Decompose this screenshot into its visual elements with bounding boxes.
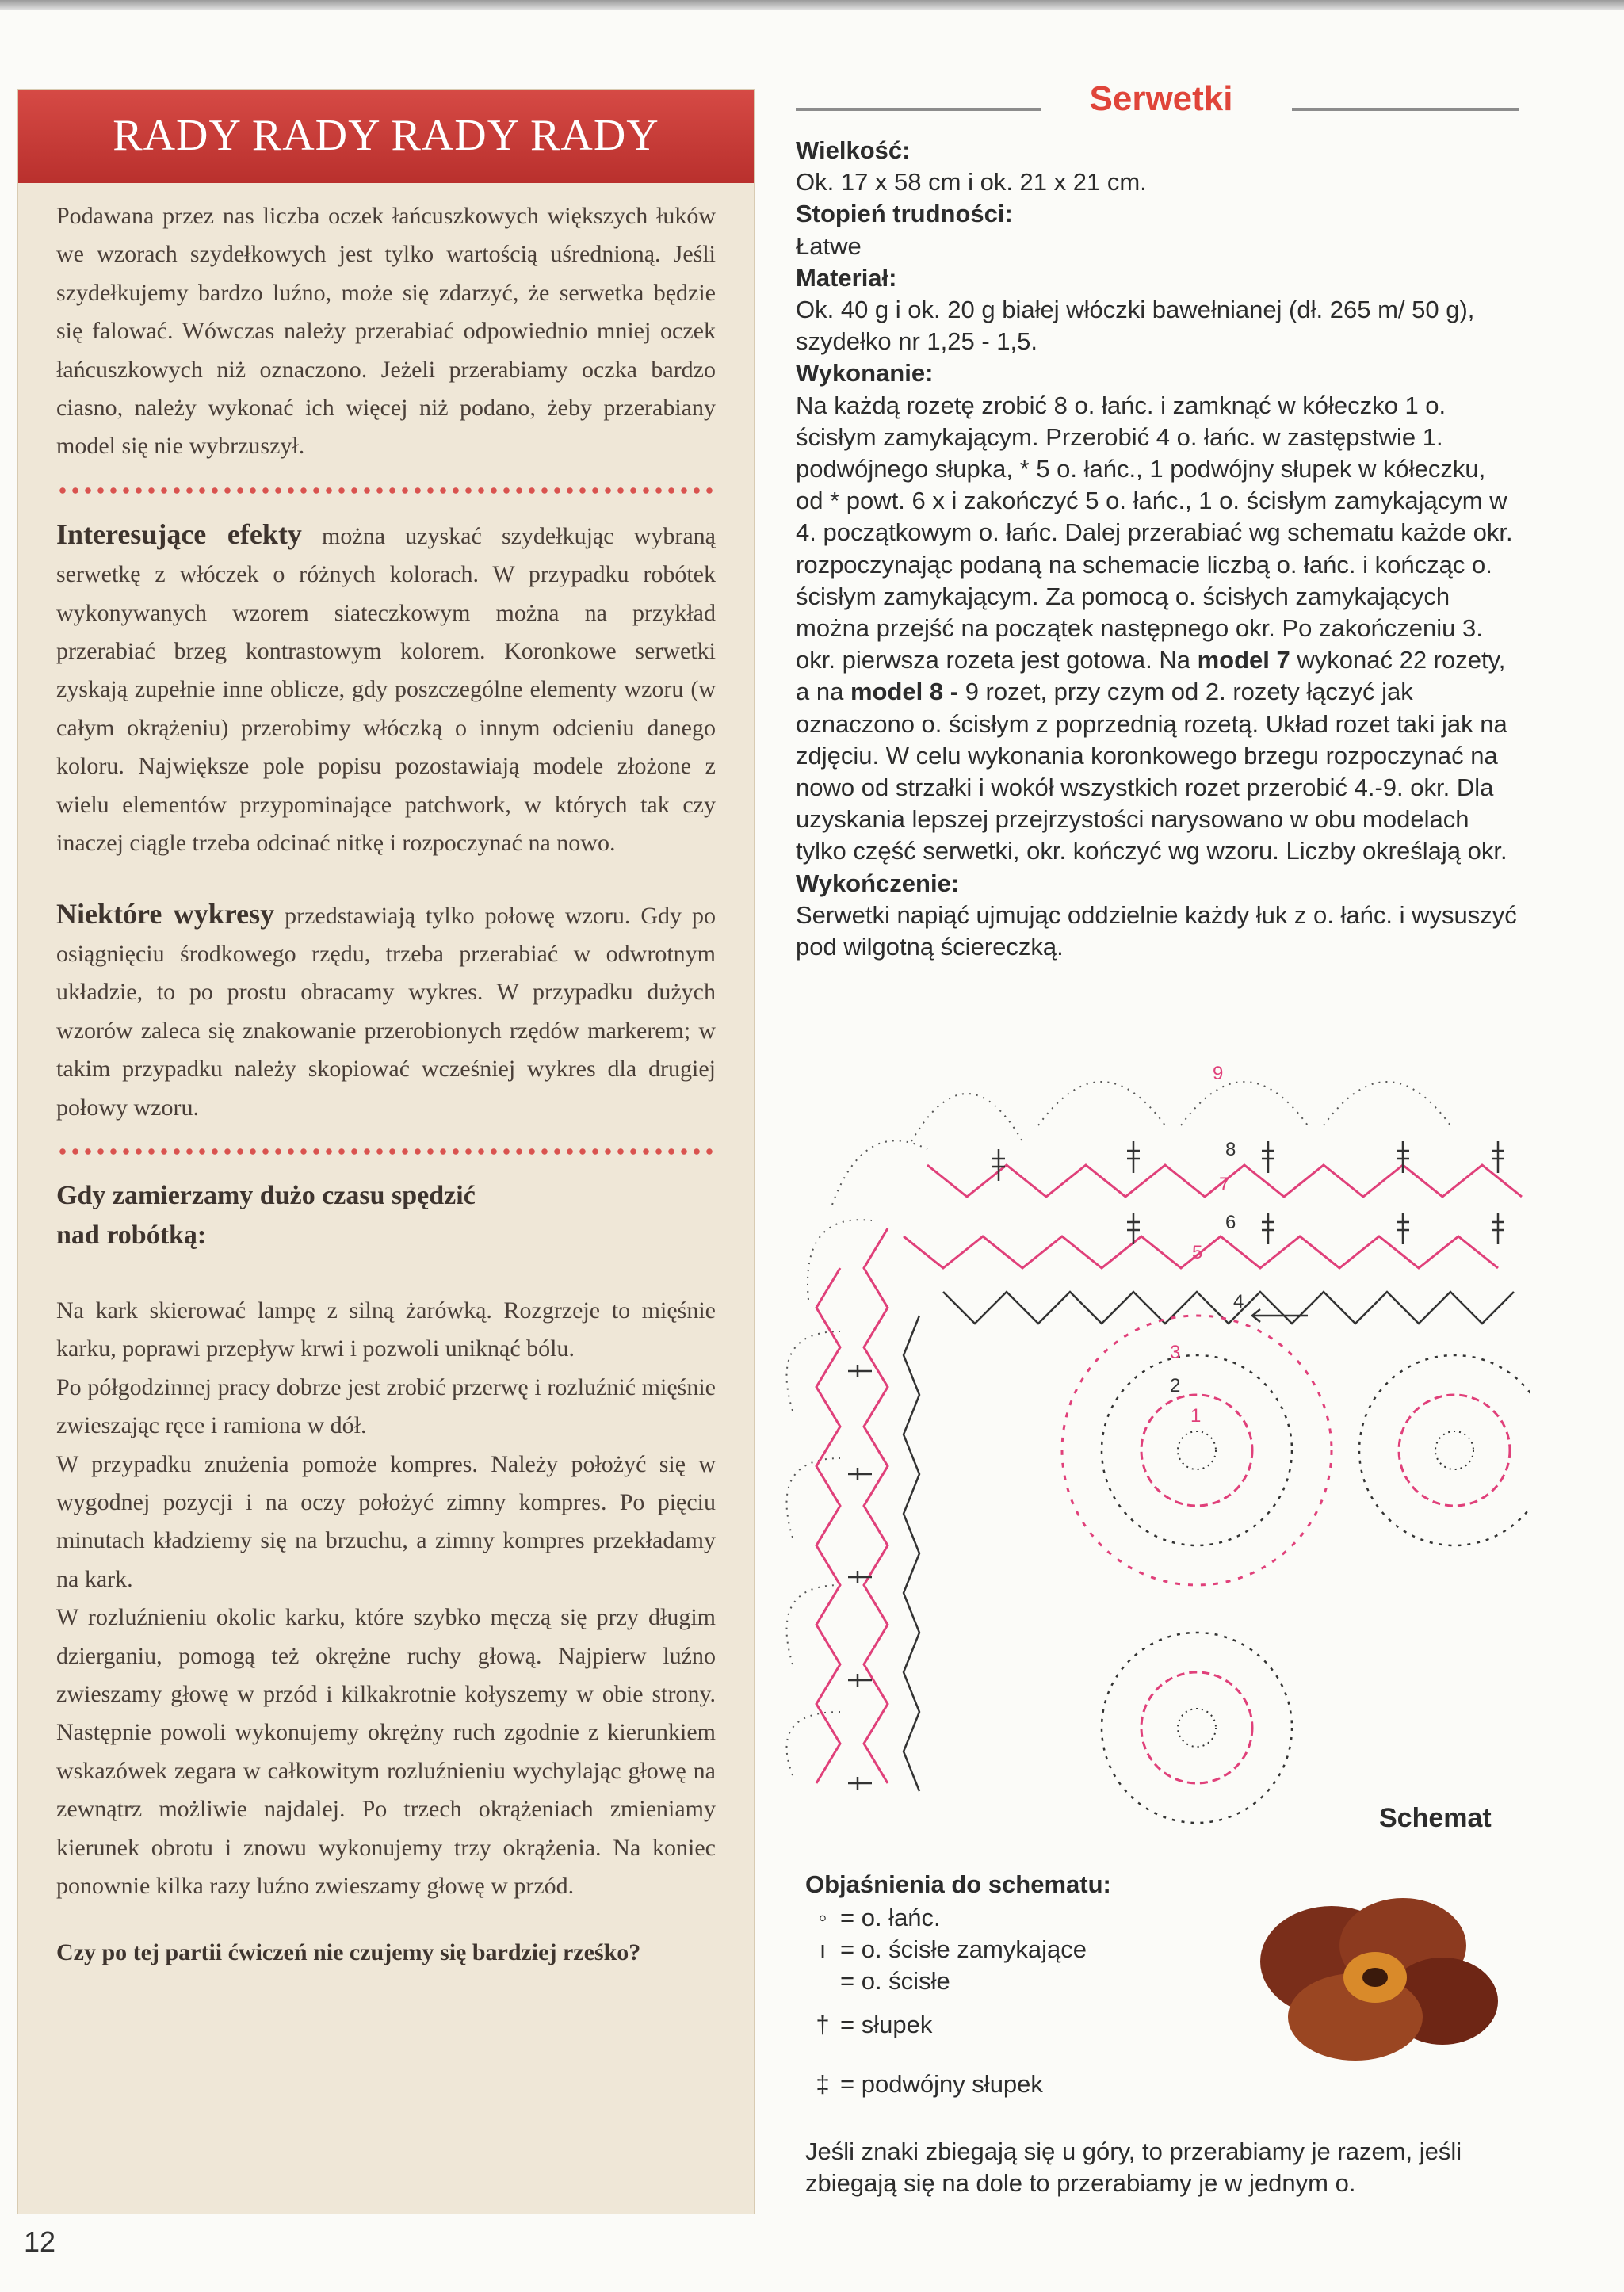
tip-item: W rozluźnieniu okolic karku, które szybko męczą się przy długim dzierganiu, pomogą też okrężne ruchy głową. Najpierw luźno zwieszamy głowę w przód i kilkakrotnie kołyszemy w obie strony. Następnie powoli wykonujemy okrężny ruch zgodnie z kierunkiem wskazówek zegara w całkowitym rozluźnieniu wychylając głowę na zewnątrz możliwie najdalej. Po trzech okrążeniach zmieniamy kierunek obrotu i znowu wykonujemy trzy okrążenia. Na koniec ponownie kilka razy luźno zwieszamy głowę w przód. (56, 1604, 716, 1900)
round-number: 8 (1225, 1139, 1236, 1160)
round-number: 1 (1190, 1405, 1202, 1427)
tips-body (56, 197, 716, 1972)
title-rule-left (796, 108, 1041, 111)
rosette-main (1062, 1316, 1332, 1585)
title-rule-right (1292, 108, 1519, 111)
round-number: 3 (1170, 1342, 1181, 1363)
treble-crochet-icon: ‡ (816, 2070, 830, 2098)
pink-zigzag-rows (816, 1165, 1522, 1783)
rosette-right (1359, 1355, 1530, 1545)
stitch-marks (848, 1141, 1504, 1790)
legend-treble: ‡ = podwójny słupek (805, 2069, 1043, 2100)
tip-item: Na kark skierować lampę z silną żarówką. Rozgrzeje to mięśnie karku, poprawi przepływ krwi i pozwoli uniknąć bólu. (56, 1297, 716, 1362)
wykresy-text: przedstawiają tylko połowę wzoru. Gdy po osiągnięciu środkowego rzędu, trzeba przerabiać w odwrotnym układzie, to po prostu obracamy wykres. W przypadku dużych wzorów zaleca się znakowanie przerobionych rzędów markerem; w takim przypadku należy skopiować wcześniej wykres dla drugiej połowy wzoru. (56, 902, 716, 1121)
size-value: Ok. 17 x 58 cm i ok. 21 x 21 cm. (796, 168, 1147, 197)
tip-item: Po półgodzinnej pracy dobrze jest zrobić przerwę i rozluźnić mięśnie zwieszając ręce i ramiona w dół. (56, 1373, 716, 1439)
round-number: 6 (1225, 1212, 1236, 1233)
final-question: Czy po tej partii ćwiczeń nie czujemy się bardziej rześko? (56, 1939, 641, 1966)
slip-stitch-icon: ı (819, 1935, 827, 1963)
instructions (796, 135, 1519, 963)
tips-title: RADY RADY RADY RADY (113, 111, 659, 160)
dotted-divider (56, 485, 716, 496)
dotted-divider (56, 1146, 716, 1157)
round-number: 5 (1192, 1242, 1203, 1263)
model7-label: model 7 (1197, 646, 1290, 674)
round-number: 9 (1213, 1063, 1224, 1084)
efekty-heading: Interesujące efekty (56, 518, 302, 550)
top-rule (0, 0, 1624, 10)
page-number: 12 (24, 2225, 56, 2258)
legend-title: Objaśnienia do schematu: (805, 1870, 1111, 1898)
tips-header (18, 90, 754, 183)
crochet-diagram (785, 1030, 1530, 1847)
finishing-label: Wykończenie: (796, 869, 960, 897)
tips-panel (17, 89, 755, 2214)
difficulty-label: Stopień trudności: (796, 200, 1013, 228)
difficulty-value: Łatwe (796, 231, 862, 260)
material-label: Materiał: (796, 263, 897, 292)
wykresy-paragraph (56, 895, 716, 1127)
wykresy-heading: Niektóre wykresy (56, 897, 275, 930)
round-number: 4 (1233, 1291, 1244, 1312)
round-number: 2 (1170, 1375, 1181, 1396)
legend-double: † = słupek (805, 2009, 932, 2041)
legend-chain: ◦ = o. łańc. (805, 1902, 941, 1934)
section-title: Serwetki (1089, 79, 1233, 118)
tips-intro: Podawana przez nas liczba oczek łańcuszkowych większych łuków we wzorach szydełkowych jest tylko wartością uśrednioną. Jeśli szydełkujemy bardzo luźno, może się zdarzyć, że serwetka będzie się falować. Wówczas należy przerabiać odpowiednio mniej oczek łańcuszkowych niż oznaczono. Jeżeli przerabiamy oczka bardzo ciasno, należy wykonać ich więcej niż podano, żeby przerabiany model się nie wybrzuszył. (56, 203, 716, 460)
pansy-flower-image (1244, 1890, 1506, 2072)
robotka-heading: Gdy zamierzamy dużo czasu spędzić nad robótką: (56, 1180, 476, 1250)
material-value: Ok. 40 g i ok. 20 g białej włóczki bawełnianej (dł. 265 m/ 50 g), szydełko nr 1,25 - 1,5. (796, 296, 1475, 356)
chain-stitch-icon: ◦ (818, 1904, 827, 1931)
legend-slip: ı = o. ścisłe zamykające (805, 1934, 1087, 1965)
efekty-paragraph (56, 515, 716, 863)
efekty-text: można uzyskać szydełkując wybraną serwetkę z włóczek o różnych kolorach. W przypadku robótek wykonywanych wzorem siateczkowym można na przykład przerabiać brzeg kontrastowym kolorem. Koronkowe serwetki zyskają zupełnie inne oblicze, gdy poszczególne elementy wzoru (w całym okrążeniu) przerobimy włóczką o innym odcieniu danego koloru. Największe pole popisu pozostawiają modele złożone z wielu elementów przypominające patchwork, w których tak czy inaczej ciągle trzeba odcinać nitkę i rozpoczynać na nowo. (56, 522, 716, 857)
legend-note: Jeśli znaki zbiegają się u góry, to przerabiamy je razem, jeśli zbiegają się na dole to przerabiamy je w jednym o. (805, 2137, 1462, 2197)
finishing-text: Serwetki napiąć ujmując oddzielnie każdy łuk z o. łańc. i wysuszyć pod wilgotną ściereczką. (796, 900, 1517, 961)
model8-label: model 8 - (850, 678, 959, 706)
diagram-label: Schemat (1379, 1803, 1492, 1833)
execution-text: Na każdą rozetę zrobić 8 o. łańc. i zamknąć w kółeczko 1 o. ścisłym zamykającym. Przerobić 4 o. łańc. w zastępstwie 1. podwójnego słupka, * 5 o. łańc., 1 podwójny słupek w kółeczku, od * powt. 6 x i zakończyć 5 o. łańc., 1 o. ścisłym zamykającym w 4. początkowym o. łańc. Dalej przerabiać wg schematu każde okr. rozpoczynając podaną na schemacie liczbą o. łańc. i kończąc o. ścisłym zamykającym. Za pomocą o. ścisłych zamykających można przejść na początek następnego okr. Po zakończeniu 3. okr. pierwsza rozeta jest gotowa. Na model 7 wykonać 22 rozety, a na model 8 - 9 rozet, przy czym od 2. rozety łączyć jak oznaczono o. ścisłym z poprzednią rozetą. Układ rozet taki jak na zdjęciu. W celu wykonania koronkowego brzegu rozpoczynać na nowo od strzałki i wokół wszystkich rozet przerobić 4.-9. okr. Dla uzyskania lepszej przejrzystości narysowano w obu modelach tylko część serwetki, okr. kończyć wg wzoru. Liczby określają okr. (796, 391, 1513, 865)
legend-single: = o. ścisłe (840, 1967, 950, 1995)
rosette-bottom (1102, 1633, 1292, 1823)
size-label: Wielkość: (796, 136, 911, 164)
execution-label: Wykonanie: (796, 359, 934, 388)
double-crochet-icon: † (816, 2011, 830, 2038)
tip-item: W przypadku znużenia pomoże kompres. Należy położyć się w wygodnej pozycji i na oczy położyć zimny kompres. Po pięciu minutach kładziemy się na brzuchu, a zimny kompres przekładamy na kark. (56, 1450, 716, 1592)
round-number: 7 (1219, 1174, 1230, 1195)
dark-stitch-rows (904, 1292, 1514, 1791)
